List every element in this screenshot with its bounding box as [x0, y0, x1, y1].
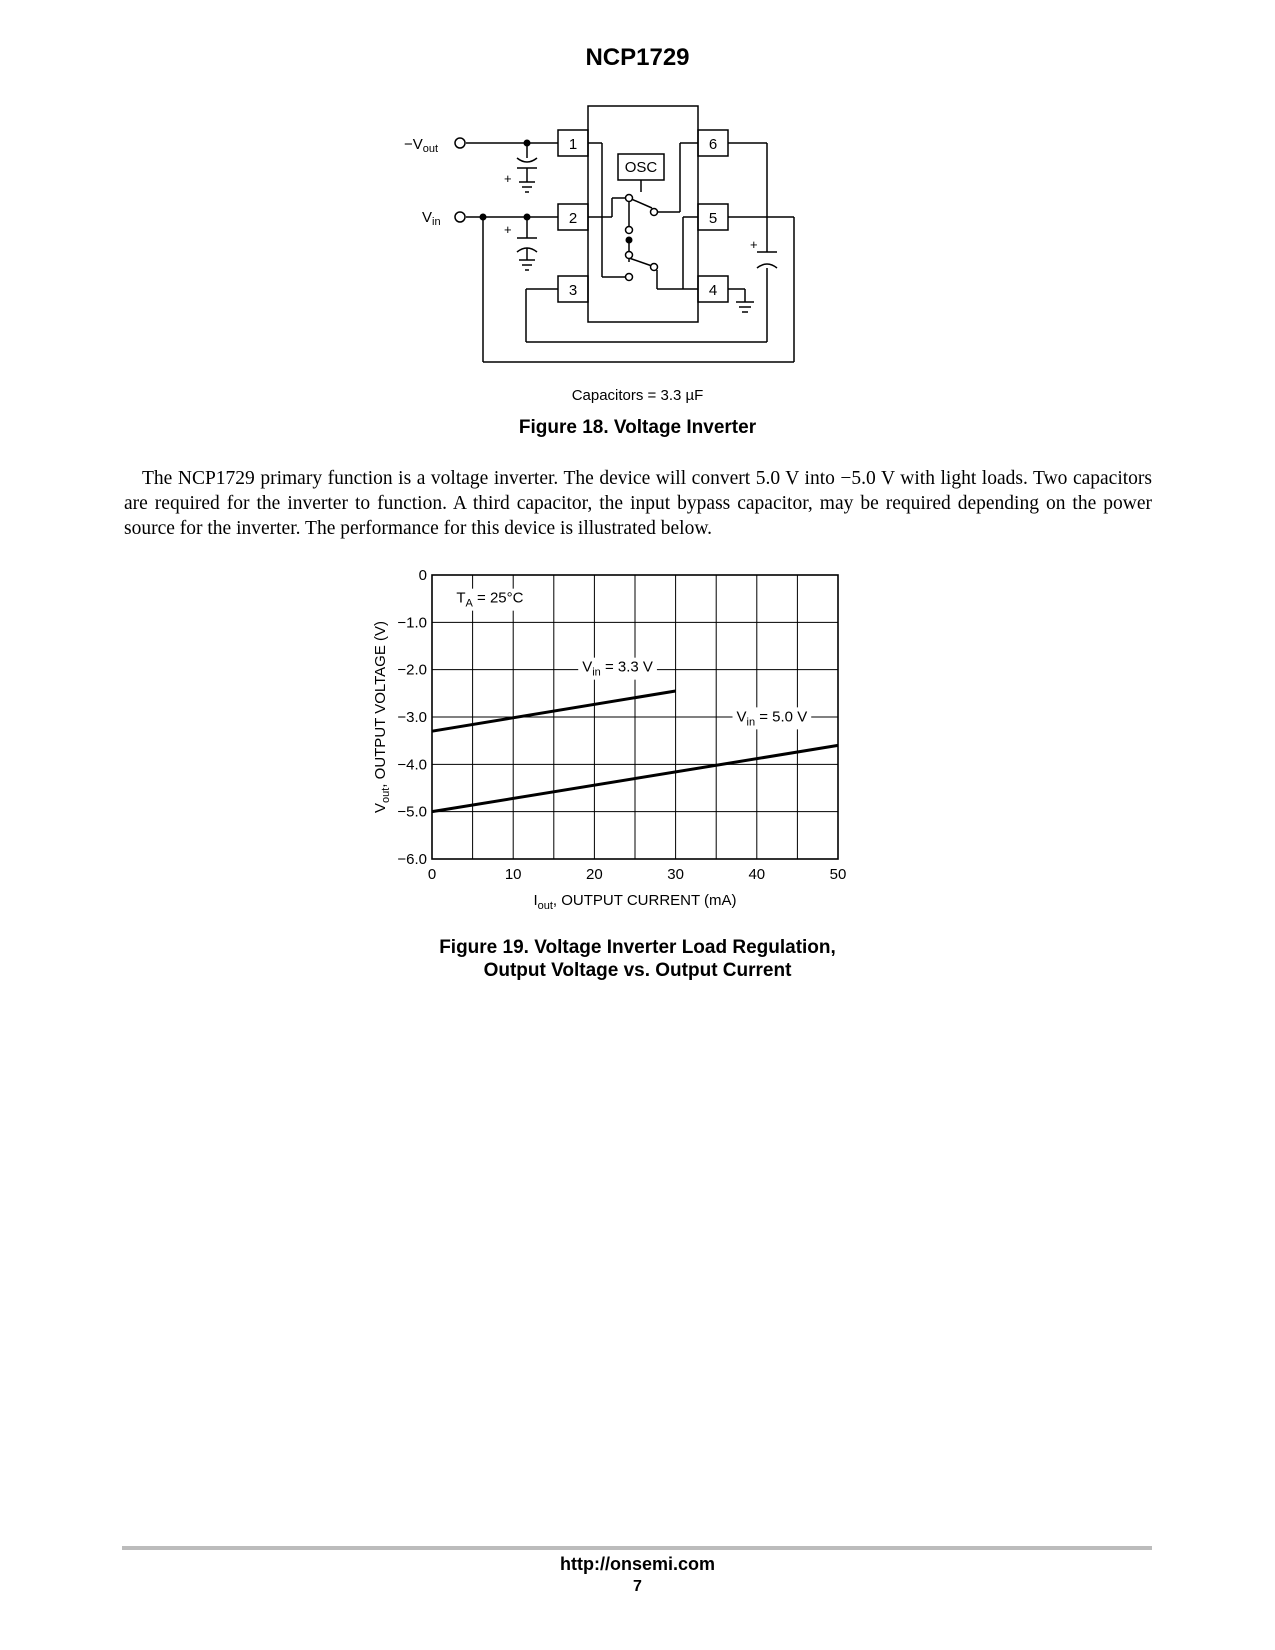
y-tick-label: 0 — [418, 567, 427, 584]
temperature-annotation: $T_A = 25^\circ C$ — [456, 589, 524, 610]
page-number: 7 — [633, 1578, 642, 1595]
y-axis-label: $V_{out}$, OUTPUT VOLTAGE (V) — [372, 621, 392, 813]
footer-url[interactable]: http://onsemi.com — [559, 1554, 715, 1574]
figure-19-caption — [0, 936, 1275, 982]
figure-19-caption-line2: Output Voltage vs. Output Current — [483, 960, 792, 981]
x-axis-label: $I_{out}$, OUTPUT CURRENT (mA) — [533, 892, 737, 912]
pin-2-label: 2 — [568, 210, 578, 227]
y-tick-label: −4.0 — [397, 756, 427, 774]
y-tick-label: −6.0 — [397, 851, 427, 868]
page-title: NCP1729 — [585, 44, 690, 71]
vin-label: $V_{in}$ — [422, 209, 441, 228]
x-tick-label: 10 — [504, 866, 522, 883]
capacitor-c3 — [757, 264, 777, 268]
vout-label: $-V_{out}$ — [404, 136, 439, 155]
pin-1-label: 1 — [568, 136, 578, 153]
vin-terminal — [455, 212, 465, 222]
footer-divider — [122, 1546, 1152, 1550]
capacitor-c1 — [517, 158, 537, 162]
x-tick-label: 50 — [829, 866, 847, 883]
polarity-mark-c2: + — [504, 222, 512, 237]
pin-3-label: 3 — [568, 282, 578, 299]
y-tick-label: −3.0 — [397, 709, 427, 726]
x-tick-label: 40 — [748, 866, 766, 883]
polarity-mark-c1: + — [504, 171, 512, 186]
x-tick-label: 30 — [667, 866, 684, 883]
vout-terminal — [455, 138, 465, 148]
series-label-vin-5v0: $V_{in} = 5.0$ V — [736, 708, 808, 729]
y-tick-label: −2.0 — [397, 661, 427, 679]
y-tick-label: −5.0 — [397, 803, 427, 821]
figure-19-caption-line1: Figure 19. Voltage Inverter Load Regulation, — [439, 937, 836, 958]
figure-18-caption: Figure 18. Voltage Inverter — [518, 417, 757, 438]
polarity-mark-c3: + — [750, 237, 758, 252]
pin-5-label: 5 — [708, 210, 718, 227]
capacitor-note: Capacitors = 3.3 µF — [571, 387, 704, 404]
series-label-vin-3v3: $V_{in} = 3.3$ V — [582, 658, 653, 679]
load-regulation-chart — [360, 555, 900, 935]
osc-label: OSC — [624, 159, 658, 176]
pin-4-label: 4 — [708, 282, 718, 299]
voltage-inverter-schematic — [400, 100, 810, 370]
y-tick-label: −1.0 — [397, 614, 427, 632]
pin-6-label: 6 — [708, 136, 718, 153]
x-tick-label: 0 — [427, 866, 437, 883]
x-tick-label: 20 — [586, 866, 603, 883]
body-paragraph: The NCP1729 primary function is a voltage inverter. The device will convert 5.0 V into −5.0 V with light loads. Two capacitors are required for the inverter to function. A third capacitor, the input bypass capacitor, may be required depending on the power source for the inverter. The performance for this device is illustrated below. — [124, 468, 1152, 539]
